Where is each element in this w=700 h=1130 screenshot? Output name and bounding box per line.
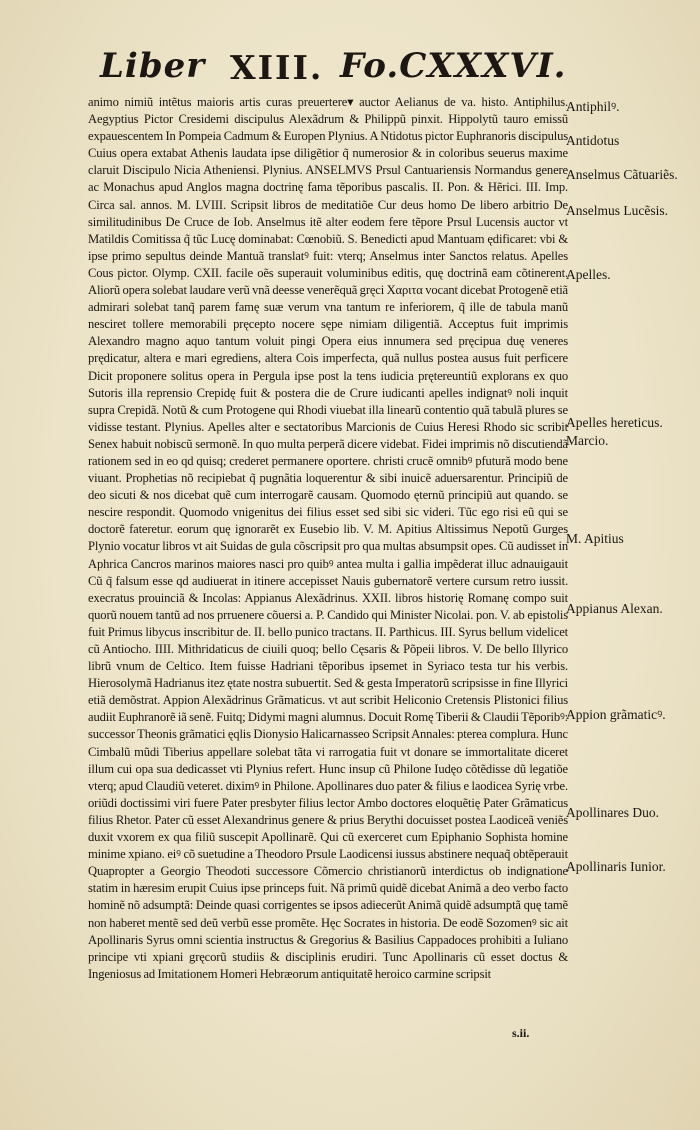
margin-note-appianus: Appianus Alexan. [566,601,663,616]
margin-note-antidotus: Antidotus [566,133,620,148]
margin-note-apollinaris-iunior: Apollinaris Iunior. [566,859,666,874]
header-folio-number: Fo.CXXXVI. [340,46,567,86]
margin-note-anselmus-cantuariensis: Anselmus Cãtuariẽs. [566,167,678,182]
header-book-number: XIII. [230,48,324,87]
margin-note-antiphilus: Antiphilꝰ. [566,99,620,114]
margin-note-apollinares-duo: Apollinares Duo. [566,805,659,820]
margin-note-apelles: Apelles. [566,267,611,282]
margin-note-m-apitius: M. Apitius [566,531,624,546]
signature-mark: s.ii. [512,1026,530,1040]
header-liber: Liber [100,46,206,86]
body-paragraph: animo nimiũ intẽtus maioris artis curas preuertere▾ auctor Aelianus de va. histo. Antiphilus. Aegyptius Pictor Cresidemi discipulus Alexãdrum & Philippũ pinxit. Hippolytũ tauro emissũ expauescentem In Pompeia Cadmum & Europen Plynius. A Ntidotus pictor Euphranoris discipulus Cuius opera extabat Athenis laudata ipse diligẽtior q̃ numerosior & in coloribus seuerus maxime claruit Discipulo Nicia Atheniensi. Plynius. ANSELMVS Prsul Cantuariensis Normandus genere ac Monachus apud Anglos magna doctrinę fama tẽporibus pascalis. II. Pon. & Hẽrici. III. Imp. Circa sal. annos. M. LVIII. Scripsit libros de meditatiõe Cur deus homo De libero arbitrio De similitudinibus De Cruce de Iob. Anselmus itẽ alter eodem fere tẽpore Prsul Lucensis auctor vt Matildis Comitissa q̃ tũc Lucę dominabat: Cœnobiũ. S. Benedicti apud Mantuam ędificaret: vbi & ipse primo sepultus deinde Mantuã translatꝰ fuit: vterq; Anselmus inter Sanctos relatus. Apelles Cous pictor. Olymp. CXII. facile oẽs superauit voluminibus editis, quę doctrinã eam cõtinerent. Aliorũ opera solebat laudare verũ vnã deesse venerẽquã gręci Χαριτα vocant dicebat Protogenẽ etiã admirari solebat tanq̃ parem famę suæ verum vna tantum re inferiorem, q̃ ille de tabula manũ nesciret tollere memorabili pręcepto nocere sępe nimiam diligentiã. Acceptus fuit imprimis Alexandro magno aquo tantum voluit pingi Opera eius innumera sed pręcipua duę veneres prędicatur, altera e mari egrediens, altera Cois imperfecta, quã nullus postea ausus fuit perficere Dicit proponere solitus opera in Pergula ipse post la tens iudicia prętereuntiũ explorans ex quo Sutoris illa reprensio Crepidę fuit & postera die de Crure iudicanti apelles indignatꝰ noli inquit supra Crepidã. Notũ & cum Protogene qui Rhodi viuebat illa linearũ contentio quã tabulã plures se vidisse testant. Plynius. Apelles alter e sectatoribus Marcionis de Cuius Heresi Rhodo sic scribit Senex habuit nobiscũ sermonẽ. In quo multa perperã dicere videbat. Fidei imprimis nõ discutiendã rationem sed in eo qd quisq; crederet permanere oportere. christi crucẽ omnibꝰ pfutură modo bene viuant. Prophetias nõ recipiebat q̃ pugnãtia loquerentur & sibi inuicẽ aduersarentur. Principiũ de deo sicuti & nos dicebat quẽ cum interrogarẽ causam. Quomodo ęternũ principiũ aut quando. se nescire respondit. Quomodo vnigenitus dei filius esset sed sibi sic videri. Tũc ego risi eũ qui se doctorẽ fateretur. eorum quę ignorarẽt ex Eusebio lib. V. M. Apitius Altissimus Nepotũ Gurges Plynio vocatur libros vt ait Suidas de gula cõscripsit pro qua multas absumpsit opes. Cũ audisset in Aphrica Cancros marinos maiores nasci pro quibꝰ antea multa i gallia impẽderat illuc adnauigauit Cũ q̃ falsum esse qd audiuerat in itinere accepisset Nauis gubernatorẽ vertere cursum retro iussit. execratus prouinciã & Incolas: Appianus Alexãdrinus. XXII. libros historię Romanę compo suit quorũ nouem tantũ ad nos prruenere cõuersi a. P. Candido qui Minister Nicolai. pon. V. ab epistolis fuit Primus libycus inscribitur de. II. bello punico tractans. II. Parthicus. III. Syrus bellum videlicet cũ Antiocho. IIII. Mithridaticus de ciuili quoq; bello Cęsaris & Põpeii libros. V. De bello Illyrico librũ vnum de Celtico. Item fuisse Hadriani tẽporibus ipsemet in Syriaco testa tur his verbis. Hierosolymã Hadrianus itez ętate nostra subuertit. Sed & gesta Imperatorũ scripsisse in fine Illyrici etiã demõstrat. Appion Alexãdrinus Grãmaticus. vt aut scribit Heliconio Cretensis Plistonici filius audiit Euphranorẽ iã senẽ. Fuitq; Didymi magni alumnus. Docuit Romę Tiberii & Claudii Tẽporibꝰ: successor Theonis grãmatici ęqlis Dionysio Halicarnasseo Scripsit Annales: pterea complura. Hunc Cimbalũ mũdi Tiberius appellare solebat tãta vi rarrogatia fuit vt donare se immortalitate diceret illum cui opa sua dedicasset vti Plynius refert. Hunc insup cũ Philone Iudęo cõtẽdisse dũ legatiõe vterq; apud Claudiũ veteret. diximꝰ in Philone. Apollinares duo pater & filius e laodicea Syrię vrbe. oriũdi doctissimi viri fuere Pater presbyter filius lector Ambo doctores eloquẽtię Pater Grãmaticus filius Rhetor. Pater cũ esset Alexandrinus genere & prius Berythi docuisset postea Laodiceã veniẽs duxit vxorem ex qua filiũ suscepit Apollinarẽ. Qui cũ exerceret cum Epiphanio Sophista homine minime xpiano. eiꝰ cõ suetudine a Theodoro Prsule Laodicensi iussus abstinere nequaq̃ obtẽperauit Quapropter a Georgio Theodoti successore Cõmercio christianorũ interdictus ob indignatione statim in hæresim erupit Cuius ipse princeps fuit. Nã primũ quidẽ dicebat Animã a deo verbo facto hominẽ nõ adsumptã: Deinde quasi corrigentes se ipsos adiecerũt Animã quidẽ adsumptã quę tamẽ non haberet mentẽ sed deũ verbũ esse promẽte. Hęc Socrates in historia. De eodẽ Sozomenꝰ sic ait Apollinaris Syrus omni scientia instructus & Gregorius & Basilius Cappadoces prohibiti a Iuliano principe vti xpiani gręcorũ studiis & disciplinis erudiri. Tunc Apollinaris cũ esset doctus & Ingeniosus ad Imitationem Homeri Hebræorum antiquitatẽ heroico carmine scripsit [88,95,568,981]
margin-note-anselmus-lucensis: Anselmus Lucẽsis. [566,203,668,218]
running-header [100,46,570,94]
margin-note-apelles-hereticus: Apelles hereticus. Marcio. [566,415,663,448]
margin-note-appion: Appion grãmaticꝰ. [566,707,666,722]
main-text-block [88,94,568,983]
